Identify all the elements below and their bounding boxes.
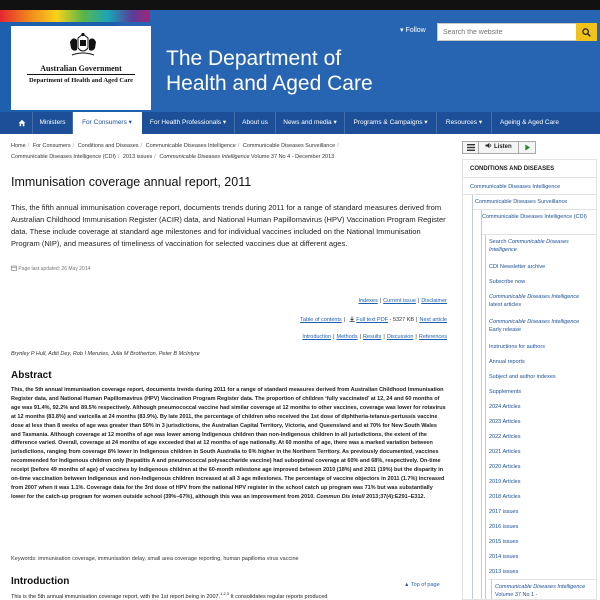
breadcrumb-separator: / [337,143,339,149]
sidebar-item-2018-articles[interactable]: 2018 Articles [489,494,521,500]
search-icon [582,28,591,37]
section-link-results[interactable]: Results [363,334,382,340]
sidebar-item-newsletter-archive[interactable]: CDI Newsletter archive [489,264,546,270]
sidebar-item-2014-issues[interactable]: 2014 issues [489,554,519,560]
nav-programs-campaigns[interactable] [345,112,437,134]
authors: Brynley P Hull, Aditi Dey, Rob I Menzies, Julia M Brotherton, Peter B McIntyre [11,351,200,357]
nav-ministers[interactable] [33,112,73,134]
sidebar-item-2015-issues[interactable]: 2015 issues [489,539,519,545]
sidebar-item-cdi[interactable]: Communicable Diseases Intelligence [470,184,561,190]
search-input[interactable] [437,23,577,41]
calendar-icon [11,265,17,271]
nav-about-us-label: About us [242,119,268,126]
sidebar-item-2013-issues[interactable]: 2013 issues [489,569,519,575]
sidebar-item-2020-articles[interactable]: 2020 Articles [489,464,521,470]
breadcrumb-current-italic: Communicable Diseases Intelligence [159,154,250,160]
department-title-line1: The Department of [166,47,342,70]
listen-button[interactable] [479,142,519,153]
sidebar-volume-rest: Volume 37 No 1 - [495,592,538,598]
lead-paragraph: This, the fifth annual immunisation coverage report, documents trends during 2011 for a range of standard measures derived from Australian Childhood Immunisation Register (ACIR) data, and National Human Papillomavirus (HPV) Vaccination Program Register data. These include coverage at standard age milestones and for individual vaccines included on the National Immunisation Program (NIP), and measures of timeliness of vaccination for selected vaccines due at different ages. [11,203,446,248]
logo-text-department: Department of Health and Aged Care [28,77,134,84]
sidebar-item-2023-articles[interactable]: 2023 Articles [489,419,521,425]
sidebar-tree-line [485,235,486,600]
nav-for-health-professionals-label: For Health Professionals [149,119,222,126]
page-title: Immunisation coverage annual report, 2011 [11,175,252,189]
site-banner [0,10,600,112]
breadcrumb-home[interactable]: Home [11,143,26,149]
top-of-page-link[interactable] [404,582,440,588]
breadcrumb-separator: / [117,154,120,160]
sidebar-item-subject-author-indexes[interactable]: Subject and author indexes [489,374,556,380]
page-updated-text: Page last updated: 26 May 2014 [18,266,91,272]
sidebar-item-2019-articles[interactable]: 2019 Articles [489,479,521,485]
breadcrumb-2013-issues[interactable]: 2013 issues [122,154,153,160]
breadcrumb-cdi[interactable]: Communicable Diseases Intelligence [145,143,236,149]
intro-text-rest: It consolidates regular reports produced [229,593,328,600]
link-separator: | [343,317,346,323]
indexes-link[interactable]: Indexes [358,298,378,304]
section-links [302,334,447,340]
breadcrumb-cdi-journal[interactable]: Communicable Diseases Intelligence (CDI) [11,154,116,160]
link-separator: | [383,334,385,340]
caret-down-icon: ▾ [424,119,428,126]
introduction-text [11,591,451,600]
sidebar-item-volume-37-no-1[interactable] [495,583,591,599]
link-separator: | [333,334,335,340]
nav-home[interactable] [11,112,33,134]
intro-text-start: This is the 5th annual immunisation coverage report, with the 1st report being in 2007. [11,593,221,600]
department-title[interactable] [166,46,426,96]
listen-label: Listen [494,144,512,150]
home-icon [18,119,26,127]
sidebar-item-surveillance[interactable]: Communicable Diseases Surveillance [475,199,568,205]
site-search [437,23,597,41]
nav-ministers-label: Ministers [39,119,66,126]
nav-news-and-media-label: News and media [283,119,332,126]
sidebar-tree-line [472,195,473,600]
sidebar-divider [482,234,597,235]
logo-divider [27,74,135,75]
caret-down-icon: ▾ [333,119,337,126]
introduction-heading: Introduction [11,576,70,587]
page-updated [11,265,90,272]
breadcrumb-current-rest: Volume 37 No 4 - December 2013 [249,154,335,160]
follow-label: Follow [405,27,426,34]
caret-down-icon: ▾ [478,119,483,126]
pdf-size: - 5327 KB [389,317,415,323]
nav-for-health-professionals[interactable] [142,112,235,134]
sidebar-item-search-cdi[interactable] [489,238,591,254]
sidebar-divider [463,194,597,195]
nav-about-us[interactable] [235,112,276,134]
sidebar-latest-rest: latest articles [489,302,522,308]
government-logo[interactable] [11,26,151,110]
journal-links [358,298,447,304]
top-strip [0,0,600,10]
sidebar-early-rest: Early release [489,327,522,333]
sidebar-nav [462,159,597,600]
nav-resources[interactable] [437,112,492,134]
current-issue-link[interactable]: Current issue [383,298,416,304]
sidebar-divider [489,579,597,580]
sidebar-item-latest-articles[interactable] [489,293,591,309]
section-link-methods[interactable]: Methods [336,334,358,340]
sidebar-item-supplements[interactable]: Supplements [489,389,522,395]
nav-resources-label: Resources [445,119,477,126]
caret-down-icon: ▾ [222,119,227,126]
breadcrumb-surveillance[interactable]: Communicable Diseases Surveillance [242,143,336,149]
menu-button[interactable] [463,142,479,153]
sidebar-latest-journal: Communicable Diseases Intelligence [489,294,580,300]
breadcrumb-separator: / [140,143,143,149]
breadcrumb-for-consumers[interactable]: For Consumers [32,143,71,149]
breadcrumb-separator: / [27,143,30,149]
sidebar-divider [473,209,597,210]
logo-text-government: Australian Government [40,64,122,73]
sidebar-item-2022-articles[interactable]: 2022 Articles [489,434,521,440]
sidebar-tree-line [491,580,492,600]
nav-ageing-aged-care[interactable] [492,112,567,134]
sidebar-item-2017-issues[interactable]: 2017 issues [489,509,519,515]
sidebar-item-2024-articles[interactable]: 2024 Articles [489,404,521,410]
abstract-body [11,386,448,502]
play-icon [524,144,531,151]
readspeaker-toolbar [462,141,536,154]
sidebar-item-subscribe[interactable]: Subscribe now [489,279,526,285]
arrow-up-icon: ▲ [404,582,410,588]
sidebar-item-cdi-journal[interactable]: Communicable Diseases Intelligence (CDI) [482,214,587,220]
play-button[interactable] [519,142,535,153]
article-links [300,316,447,323]
rainbow-strip [0,10,150,22]
next-article-link[interactable]: Next article [419,317,447,323]
sidebar-early-journal: Communicable Diseases Intelligence [489,319,580,325]
link-separator: | [416,317,418,323]
nav-ageing-aged-care-label: Ageing & Aged Care [500,119,559,126]
sidebar-tree-line [481,210,482,600]
sidebar-search-journal: Communicable Diseases Intelligence [489,239,569,253]
breadcrumb-separator: / [72,143,75,149]
sidebar-item-instructions-authors[interactable]: Instructions for authors [489,344,545,350]
top-of-page-label: Top of page [410,582,440,588]
breadcrumb-current [159,154,334,160]
nav-for-consumers-label: For Consumers [82,119,127,126]
sidebar-volume-journal: Communicable Diseases Intelligence [495,584,586,590]
disclaimer-link[interactable]: Disclaimer [421,298,447,304]
sidebar-item-annual-reports[interactable]: Annual reports [489,359,525,365]
breadcrumb-separator: / [154,154,156,160]
link-separator: | [359,334,362,340]
intro-citation: 1,2,3 [220,591,230,596]
department-title-line2: Health and Aged Care [166,72,373,95]
menu-icon [467,144,475,151]
keywords: Keywords: immunisation coverage, immunisation delay, small area coverage reporting, human papilloma virus vaccine [11,556,299,562]
link-separator: | [417,298,420,304]
nav-news-and-media[interactable] [276,112,345,134]
download-icon [349,316,355,322]
section-link-introduction[interactable]: Introduction [302,334,332,340]
section-link-discussion[interactable]: Discussion [386,334,414,340]
nav-for-consumers[interactable] [73,112,142,134]
sidebar-heading: CONDITIONS AND DISEASES [463,160,596,178]
table-of-contents-link[interactable]: Table of contents [300,317,342,323]
sidebar-item-early-release[interactable] [489,318,591,334]
speaker-icon [485,142,492,149]
search-button[interactable] [576,23,597,41]
main-nav [0,112,600,134]
caret-down-icon: ▾ [128,119,132,126]
caret-down-icon: ▾ [400,27,404,34]
follow-button[interactable] [400,26,426,34]
link-separator: | [379,298,382,304]
sidebar-item-2016-issues[interactable]: 2016 issues [489,524,519,530]
abstract-citation-rest: 2013;37(4):E291–E312. [364,493,426,500]
nav-programs-campaigns-label: Programs & Campaigns [353,119,423,126]
link-separator: | [415,334,417,340]
abstract-text: This, the 5th annual immunisation coverage report, documents trends during 2011 for a range of standard measures derived from Australian Childhood Immunisation Register data, and National Human Papillomavirus (HPV) Vaccination Program Register data. The proportion of children ‘fully vaccinated’ at 12, 24 and 60 months of age was 91.4%, 92.2% and 89.5% respectively. Although pneumococcal vaccine had similar coverage at 12 months to other vaccines, coverage was lower for rotavirus at 12 months (83.8%) and varicella at 24 months (83.9%). By late 2011, the percentage of children who received the 1st dose of diphtheria-tetanus-pertussis vaccine dose at less than 8 weeks of age was greater than 50% in 3 jurisdictions, the Australian Capital Territory, Victoria, and Queensland and at 70% for New South Wales and Tasmania. Although coverage at 12 months of age was lower among Indigenous children than non-Indigenous children in all jurisdictions, the extent of the difference varied. Overall, coverage at 24 months of age exceeded that at 12 months of age nationally. At 60 months of age, there was a marked variation between jurisdictions, ranging from coverage 8% lower in Indigenous children in South Australia to 6% higher in the Northern Territory. As previously documented, vaccines recommended for Indigenous children only (hepatitis A and pneumococcal polysaccharide vaccine) had suboptimal coverage at 60% and 68%, respectively. On-time receipt (before 49 months of age) of vaccines by Indigenous children at the 60-month milestone age improved between 2010 (18%) and 2011 (19%) but the disparity in on-time vaccination between Indigenous and non-Indigenous children increased at all 3 age milestones. The percentage of vaccine objectors in 2011 (1.7%) increased from 2007 when it was 1.1%. Coverage data for the 3rd dose of HPV from the national HPV register in the school catch up program was 71% but was substantially lower for the catch-up program for women outside school (39%–67%), although this was an improvement from 2010. [11,387,446,500]
sidebar-search-prefix: Search [489,239,507,245]
breadcrumb-conditions-diseases[interactable]: Conditions and Diseases [77,143,139,149]
full-text-pdf-link[interactable]: Full text PDF [356,317,389,323]
sidebar-item-2021-articles[interactable]: 2021 Articles [489,449,521,455]
breadcrumb [11,141,451,163]
abstract-citation-journal: Commun Dis Intell [316,493,365,500]
breadcrumb-separator: / [237,143,240,149]
coat-of-arms-icon [68,32,98,58]
section-link-references[interactable]: References [418,334,447,340]
abstract-heading: Abstract [11,370,52,381]
